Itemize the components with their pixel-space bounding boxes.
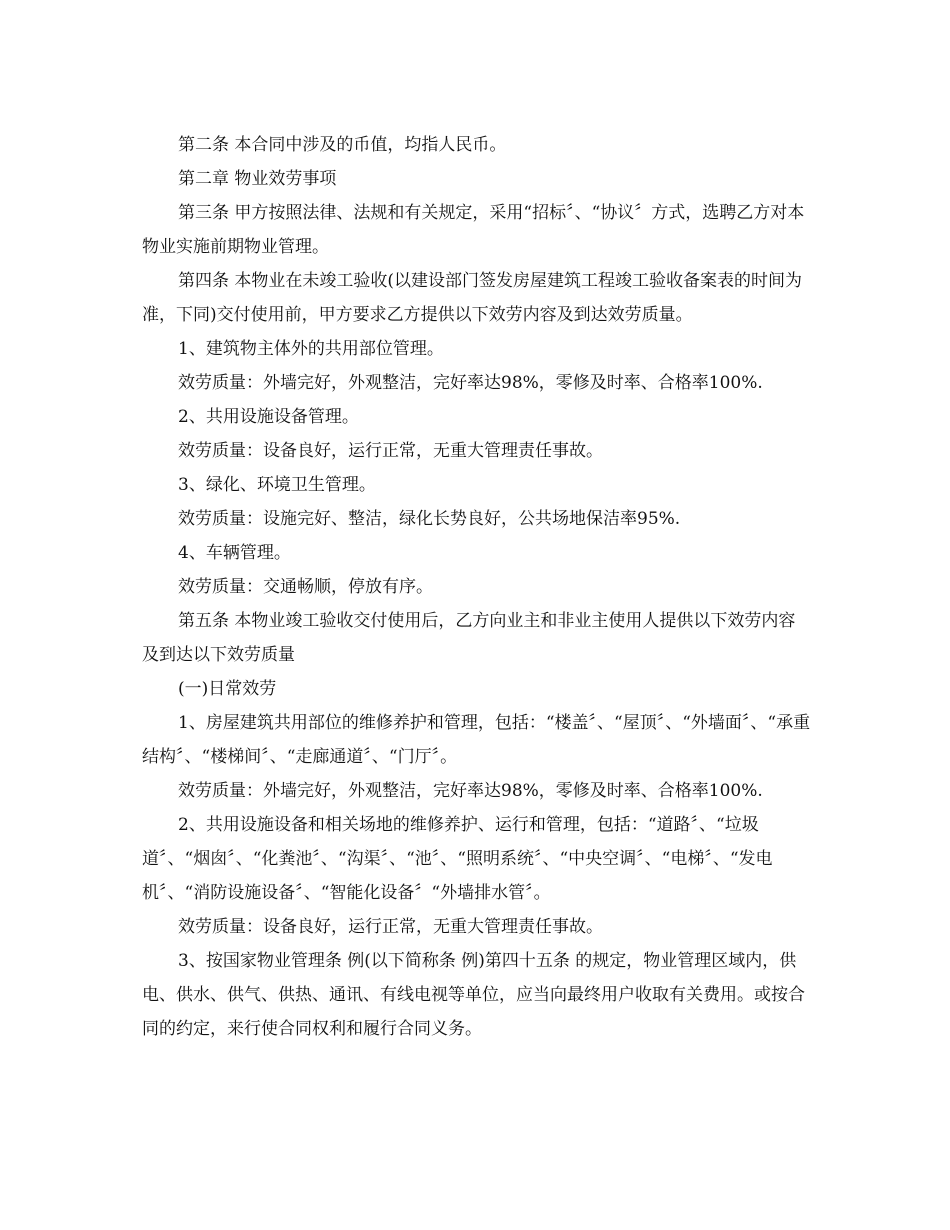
service-quality-4: 效劳质量：交通畅顺，停放有序。 bbox=[178, 577, 433, 597]
item-2-facilities: 2、共用设施设备管理。 bbox=[178, 407, 359, 427]
item-1-common-parts: 1、建筑物主体外的共用部位管理。 bbox=[178, 339, 444, 359]
paragraph-article-2: 第二条 本合同中涉及的币值，均指人民币。 bbox=[178, 135, 507, 155]
paragraph-article-4: 第四条 本物业在未竣工验收(以建设部门签发房屋建筑工程竣工验收备案表的时间为准，下同)交付使用前，甲方要求乙方提供以下效劳内容及到达效劳质量。 bbox=[142, 271, 803, 325]
item-4-vehicles: 4、车辆管理。 bbox=[178, 543, 291, 563]
daily-service-quality-2: 效劳质量：设备良好，运行正常，无重大管理责任事故。 bbox=[178, 917, 603, 937]
daily-item-1: 1、房屋建筑共用部位的维修养护和管理，包括：“楼盖〞、“屋顶〞、“外墙面〞、“承重结构〞、“楼梯间〞、“走廊通道〞、“门厅〞。 bbox=[142, 713, 811, 767]
paragraph-article-5: 第五条 本物业竣工验收交付使用后，乙方向业主和非业主使用人提供以下效劳内容及到达以下效劳质量 bbox=[142, 611, 796, 665]
paragraph-article-3: 第三条 甲方按照法律、法规和有关规定，采用“招标〞、“协议〞方式，选聘乙方对本物业实施前期物业管理。 bbox=[142, 203, 805, 257]
chapter-2-heading: 第二章 物业效劳事项 bbox=[178, 169, 337, 189]
document-page bbox=[142, 128, 812, 1046]
service-quality-2: 效劳质量：设备良好，运行正常，无重大管理责任事故。 bbox=[178, 441, 603, 461]
daily-item-2: 2、共用设施设备和相关场地的维修养护、运行和管理，包括：“道路〞、“垃圾道〞、“烟囱〞、“化粪池〞、“沟渠〞、“池〞、“照明系统〞、“中央空调〞、“电梯〞、“发电机〞、“消防设施设备〞、“智能化设备〞“外墙排水管〞。 bbox=[142, 815, 773, 903]
service-quality-3: 效劳质量：设施完好、整洁，绿化长势良好，公共场地保洁率95%. bbox=[178, 509, 681, 529]
section-daily-service: (一)日常效劳 bbox=[178, 679, 277, 699]
daily-item-3: 3、按国家物业管理条 例(以下简称条 例)第四十五条 的规定，物业管理区域内，供电、供水、供气、供热、通讯、有线电视等单位，应当向最终用户收取有关费用。或按合同的约定，来行使合同权利和履行合同义务。 bbox=[142, 951, 805, 1039]
item-3-greening: 3、绿化、环境卫生管理。 bbox=[178, 475, 376, 495]
daily-service-quality-1: 效劳质量：外墙完好，外观整洁，完好率达98%，零修及时率、合格率100%. bbox=[178, 781, 763, 801]
service-quality-1: 效劳质量：外墙完好，外观整洁，完好率达98%，零修及时率、合格率100%. bbox=[178, 373, 763, 393]
